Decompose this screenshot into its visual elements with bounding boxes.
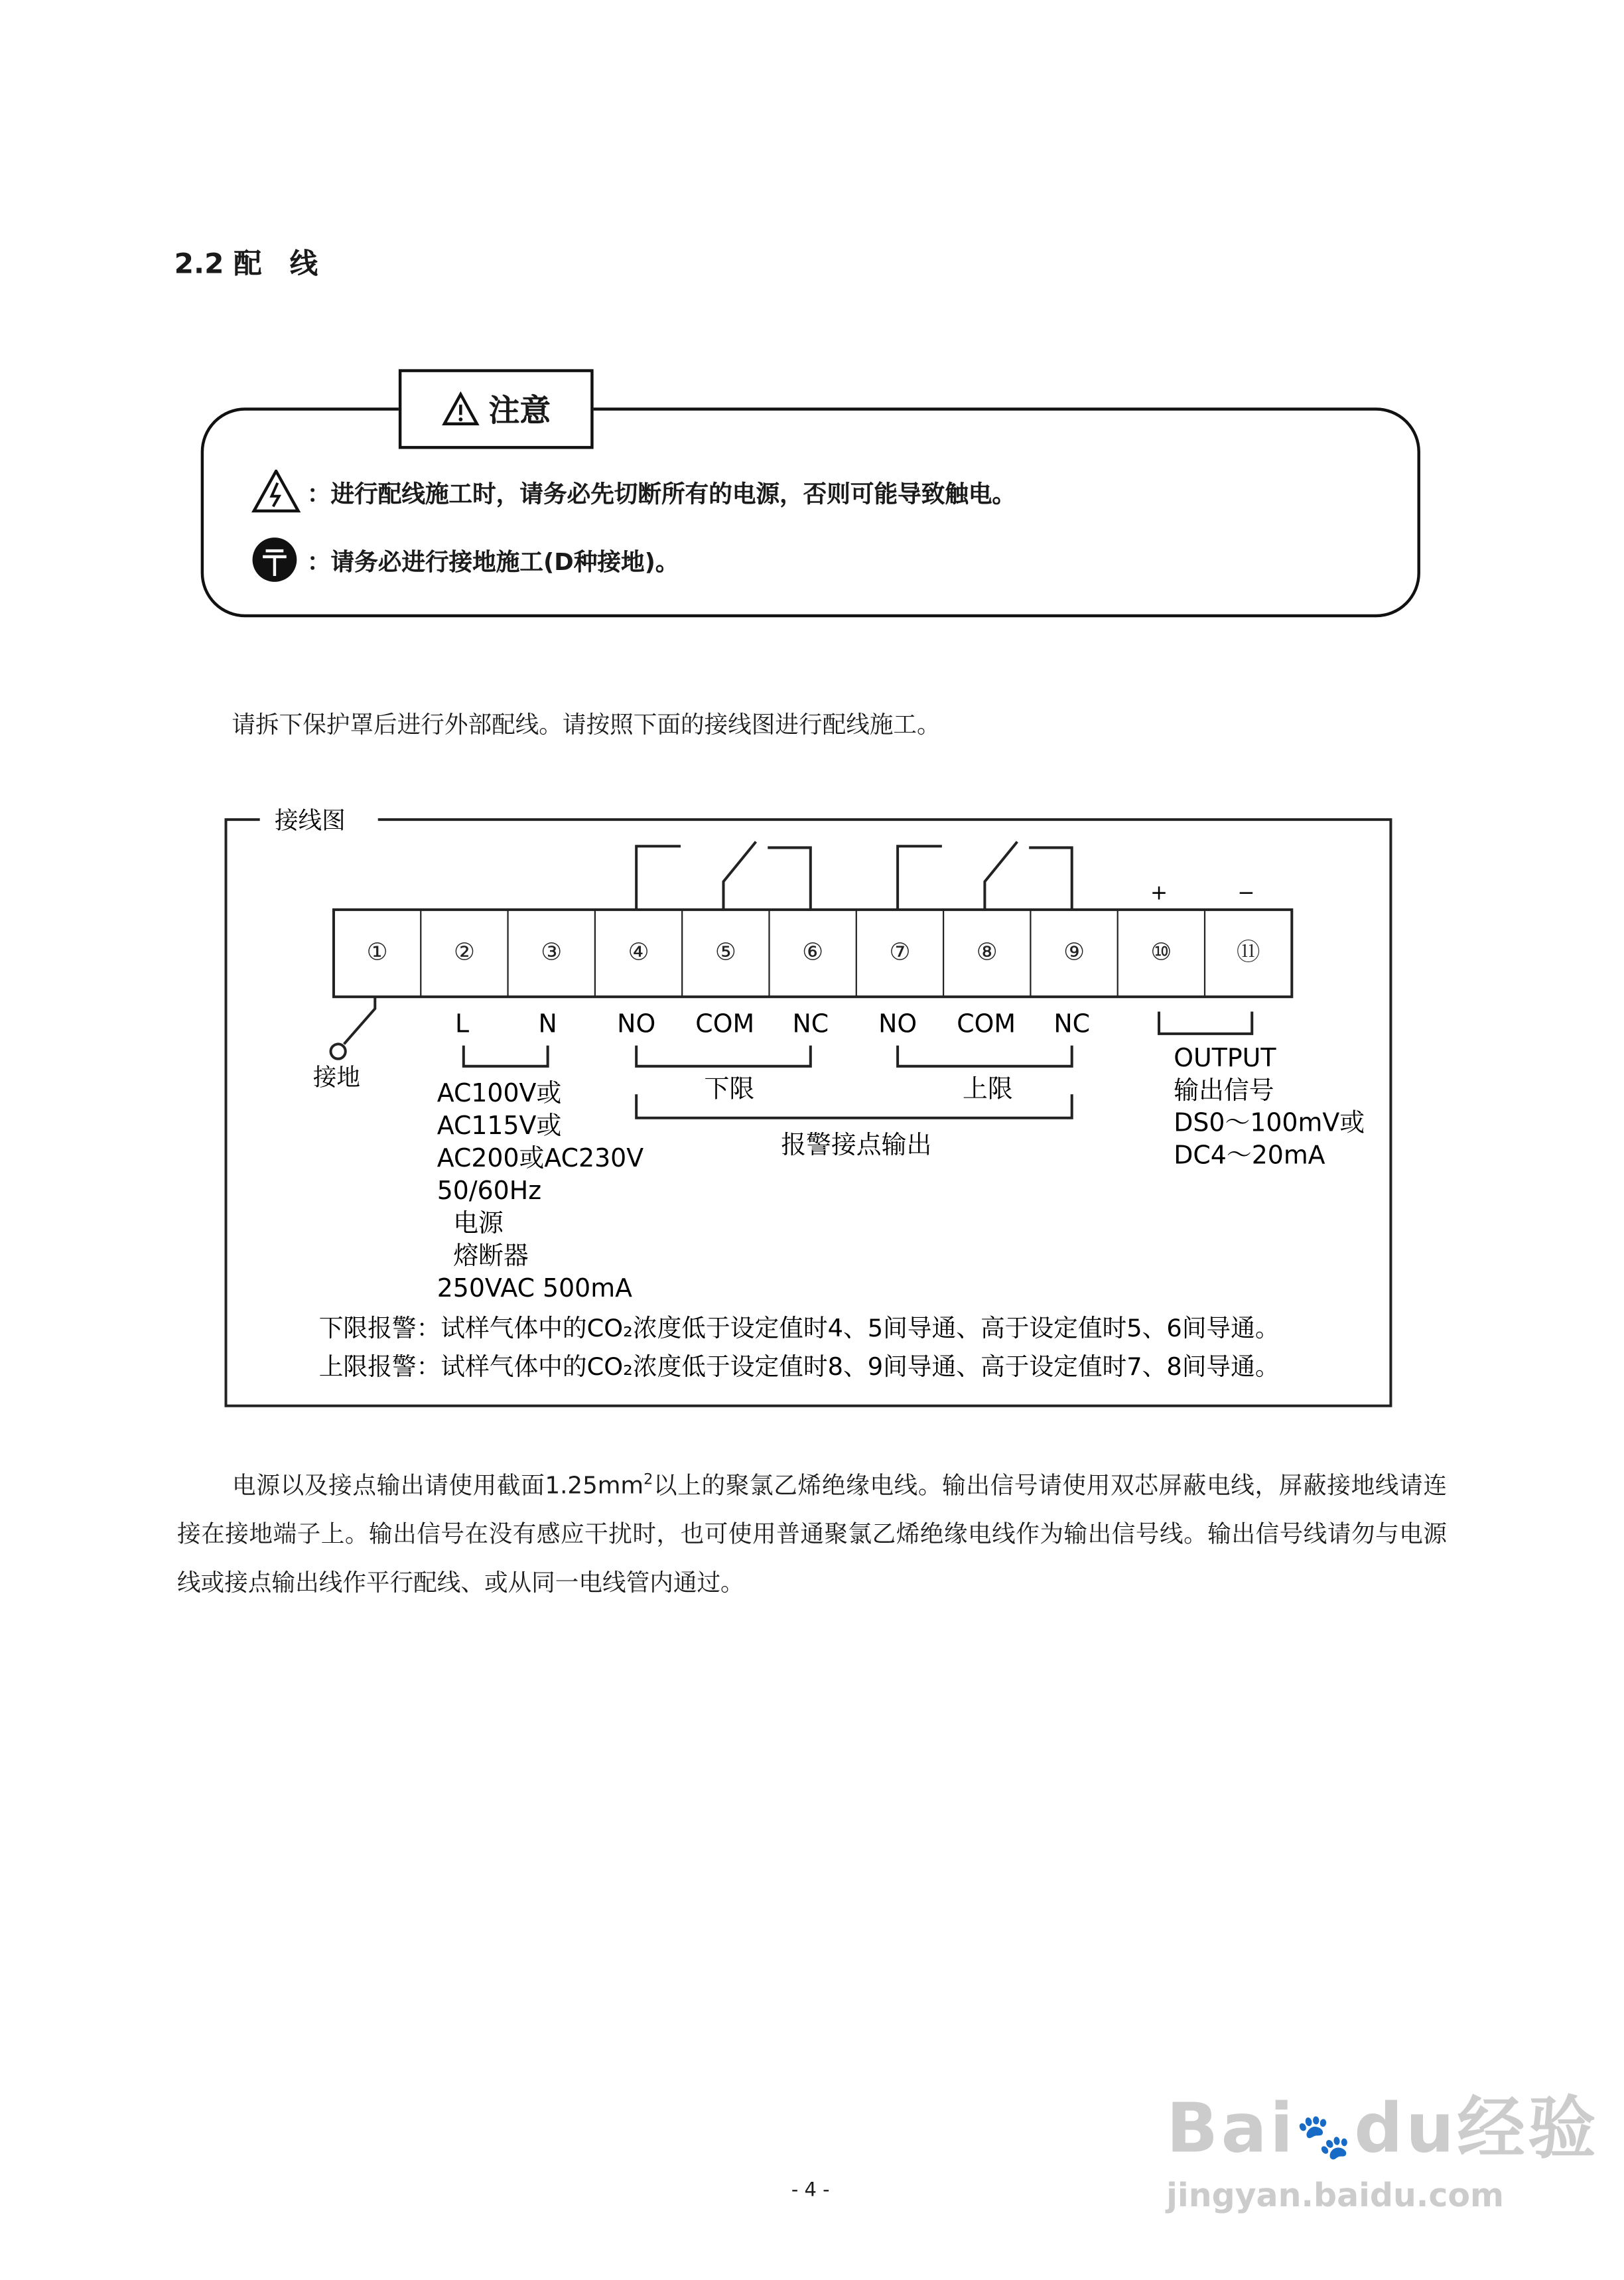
notice-text: ：请务必进行接地施工(D种接地)。 bbox=[306, 547, 679, 575]
terminal-number: ⑦ bbox=[889, 938, 911, 966]
terminal-number: ⑤ bbox=[714, 938, 736, 966]
superscript: 2 bbox=[643, 1472, 653, 1489]
terminal-number: ② bbox=[453, 938, 475, 966]
upper-limit-label: 上限 bbox=[963, 1074, 1013, 1104]
lower-limit-label: 下限 bbox=[704, 1074, 755, 1104]
baidu-watermark-logo: Bai🐾du经验 jingyan.baidu.com bbox=[1166, 2088, 1599, 2216]
lower-alarm-note: 下限报警：试样气体中的CO₂浓度低于设定值时4、5间导通、高于设定值时5、6间导通。 bbox=[318, 1314, 1280, 1343]
terminal-label: N bbox=[538, 1009, 557, 1038]
terminal-label: NO bbox=[617, 1009, 656, 1038]
power-spec-line: AC100V或 bbox=[437, 1078, 562, 1108]
ground-terminal-icon bbox=[331, 1044, 346, 1058]
ground-wire bbox=[344, 997, 375, 1044]
body-text: 以上的聚氯乙烯绝缘电线。输出信号请使用双芯屏蔽电线，屏蔽接地线请连接在接地端子上。输出信号在没有感应干扰时，也可使用普通聚氯乙烯绝缘电线作为输出信号线。输出信号线请勿与电源线或接点输出线作平行配线、或从同一电线管内通过。 bbox=[177, 1471, 1447, 1597]
output-spec-line: OUTPUT bbox=[1174, 1042, 1276, 1072]
terminal-number: ⑥ bbox=[802, 938, 824, 966]
terminal-number: ⑨ bbox=[1063, 938, 1085, 966]
terminal-label: NC bbox=[1053, 1009, 1091, 1038]
power-spec-line: 250VAC 500mA bbox=[437, 1273, 632, 1303]
plus-sign: + bbox=[1150, 881, 1168, 905]
power-spec-line: AC200或AC230V bbox=[437, 1143, 644, 1173]
lower-bracket bbox=[636, 1046, 811, 1066]
output-bracket bbox=[1159, 1011, 1252, 1033]
power-spec-line: 电源 bbox=[453, 1208, 504, 1238]
output-spec-line: 输出信号 bbox=[1174, 1075, 1274, 1105]
diagram-title: 接线图 bbox=[274, 807, 346, 835]
minus-sign: − bbox=[1237, 881, 1255, 905]
terminal-number: ① bbox=[366, 938, 388, 966]
notice-title-text: 注意 bbox=[488, 392, 551, 429]
page-number: - 4 - bbox=[791, 2179, 830, 2202]
upper-alarm-note: 上限报警：试样气体中的CO₂浓度低于设定值时8、9间导通、高于设定值时7、8间导通。 bbox=[318, 1352, 1280, 1381]
lower-relay-contact bbox=[636, 842, 811, 910]
terminal-number: ⑧ bbox=[976, 938, 998, 966]
terminal-number: ⑩ bbox=[1150, 938, 1172, 966]
terminal-number: ③ bbox=[541, 938, 563, 966]
power-bracket bbox=[464, 1046, 548, 1066]
alarm-output-label: 报警接点输出 bbox=[781, 1130, 932, 1160]
body-paragraph bbox=[177, 1456, 1447, 1607]
terminal-label: COM bbox=[957, 1009, 1016, 1038]
output-spec-line: DS0～100mV或 bbox=[1174, 1107, 1365, 1137]
notice-text: ：进行配线施工时，请务必先切断所有的电源，否则可能导致触电。 bbox=[306, 479, 1016, 508]
terminal-label: COM bbox=[695, 1009, 755, 1038]
terminal-label: L bbox=[455, 1009, 470, 1038]
terminal-number: ⑪ bbox=[1236, 938, 1260, 966]
terminal-label: NC bbox=[792, 1009, 829, 1038]
output-spec-line: DC4～20mA bbox=[1174, 1140, 1325, 1170]
ground-label: 接地 bbox=[312, 1064, 361, 1092]
upper-bracket bbox=[898, 1046, 1072, 1066]
terminal-label: NO bbox=[878, 1009, 917, 1038]
power-spec-line: AC115V或 bbox=[437, 1111, 562, 1141]
power-spec-line: 熔断器 bbox=[453, 1241, 529, 1271]
body-text: 电源以及接点输出请使用截面1.25mm bbox=[232, 1471, 644, 1500]
upper-relay-contact bbox=[898, 842, 1072, 910]
intro-text: 请拆下保护罩后进行外部配线。请按照下面的接线图进行配线施工。 bbox=[232, 710, 941, 739]
power-spec-line: 50/60Hz bbox=[437, 1176, 542, 1206]
section-heading: 2.2 配 线 bbox=[174, 248, 318, 281]
terminal-number: ④ bbox=[628, 938, 649, 966]
